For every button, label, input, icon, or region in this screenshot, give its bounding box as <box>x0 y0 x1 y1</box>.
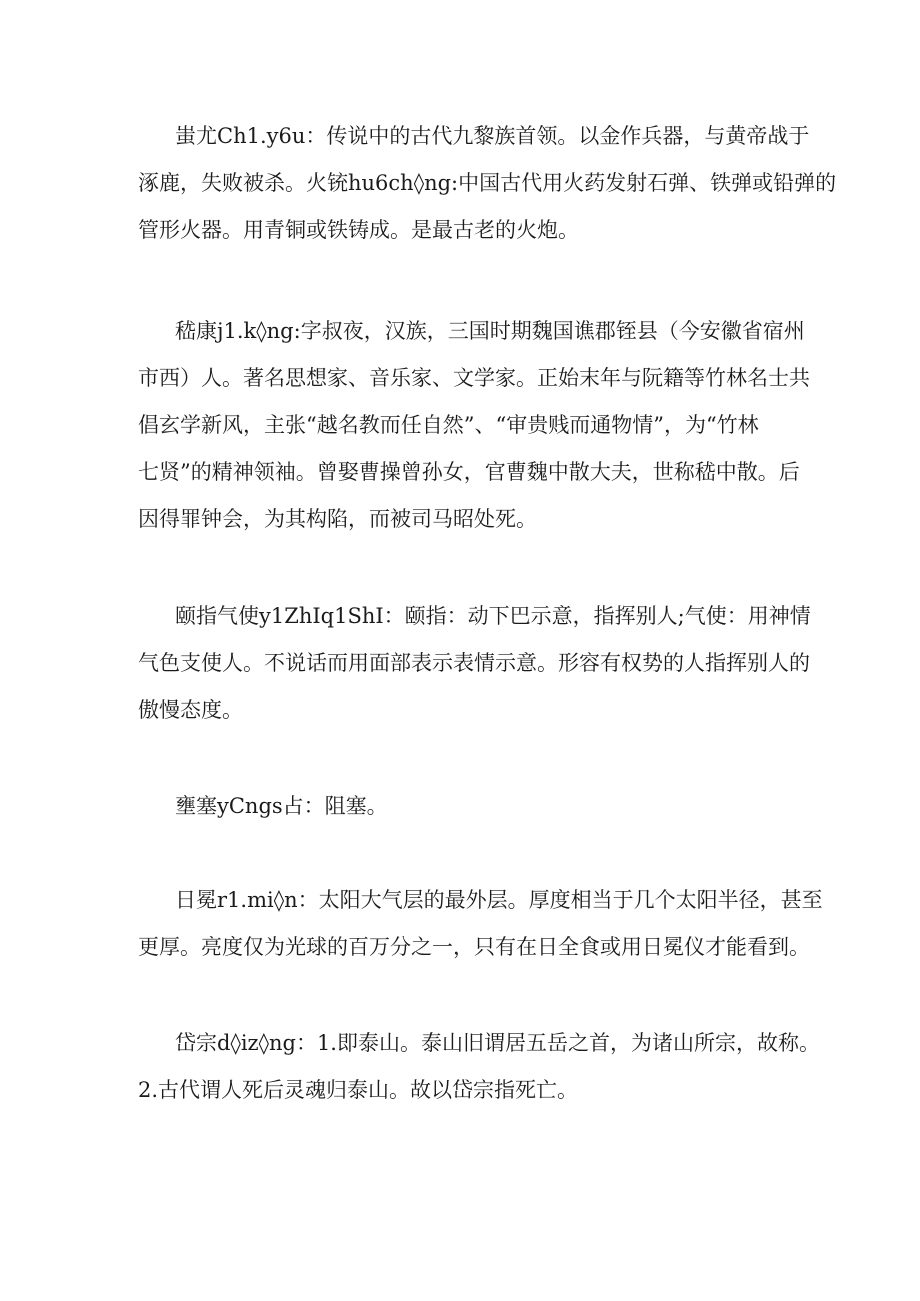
text-line: 蚩尤Ch1.y6u：传说中的古代九黎族首领。以金作兵器，与黄帝战于 <box>175 124 810 148</box>
text-line: 气色支使人。不说话而用面部表示表情示意。形容有权势的人指挥别人的 <box>138 651 810 675</box>
text-line: 壅塞yCngs占：阻塞。 <box>175 794 388 818</box>
paragraph-yizhiqishi <box>138 593 811 734</box>
text-line: 管形火器。用青铜或铁铸成。是最古老的火炮。 <box>138 218 579 242</box>
text-line: 2.古代谓人死后灵魂归泰山。故以岱宗指死亡。 <box>138 1078 579 1102</box>
text-line: 市西）人。著名思想家、音乐家、文学家。正始末年与阮籍等竹林名士共 <box>138 366 810 390</box>
text-line: 嵇康j1.k◊ng:字叔夜，汉族，三国时期魏国谯郡铚县（今安徽省宿州 <box>175 319 805 343</box>
text-line: 岱宗d◊iz◊ng：1.即泰山。泰山旧谓居五岳之首，为诸山所宗，故称。 <box>175 1031 820 1055</box>
text-line: 更厚。亮度仅为光球的百万分之一，只有在日全食或用日冕仪才能看到。 <box>138 935 810 959</box>
text-line: 颐指气使y1ZhIq1ShI：颐指：动下巴示意，指挥别人;气使：用神情 <box>175 604 811 628</box>
paragraph-daizong <box>138 1020 820 1114</box>
paragraph-jikang <box>138 308 810 543</box>
text-line: 倡玄学新风，主张“越名教而任自然”、“审贵贱而通物情”，为“竹林 <box>138 413 759 437</box>
paragraph-rimian <box>138 877 823 971</box>
paragraph-chiyou-huochong <box>138 113 837 254</box>
text-line: 涿鹿，失败被杀。火铳hu6ch◊ng:中国古代用火药发射石弹、铁弹或铅弹的 <box>138 171 837 195</box>
text-line: 七贤”的精神领袖。曾娶曹操曾孙女，官曹魏中散大夫，世称嵇中散。后 <box>138 460 800 484</box>
paragraph-yongse <box>138 783 788 830</box>
text-line: 因得罪钟会，为其构陷，而被司马昭处死。 <box>138 507 537 531</box>
text-line: 日冕r1.mi◊n：太阳大气层的最外层。厚度相当于几个太阳半径，甚至 <box>175 888 823 912</box>
text-line: 傲慢态度。 <box>138 698 243 722</box>
